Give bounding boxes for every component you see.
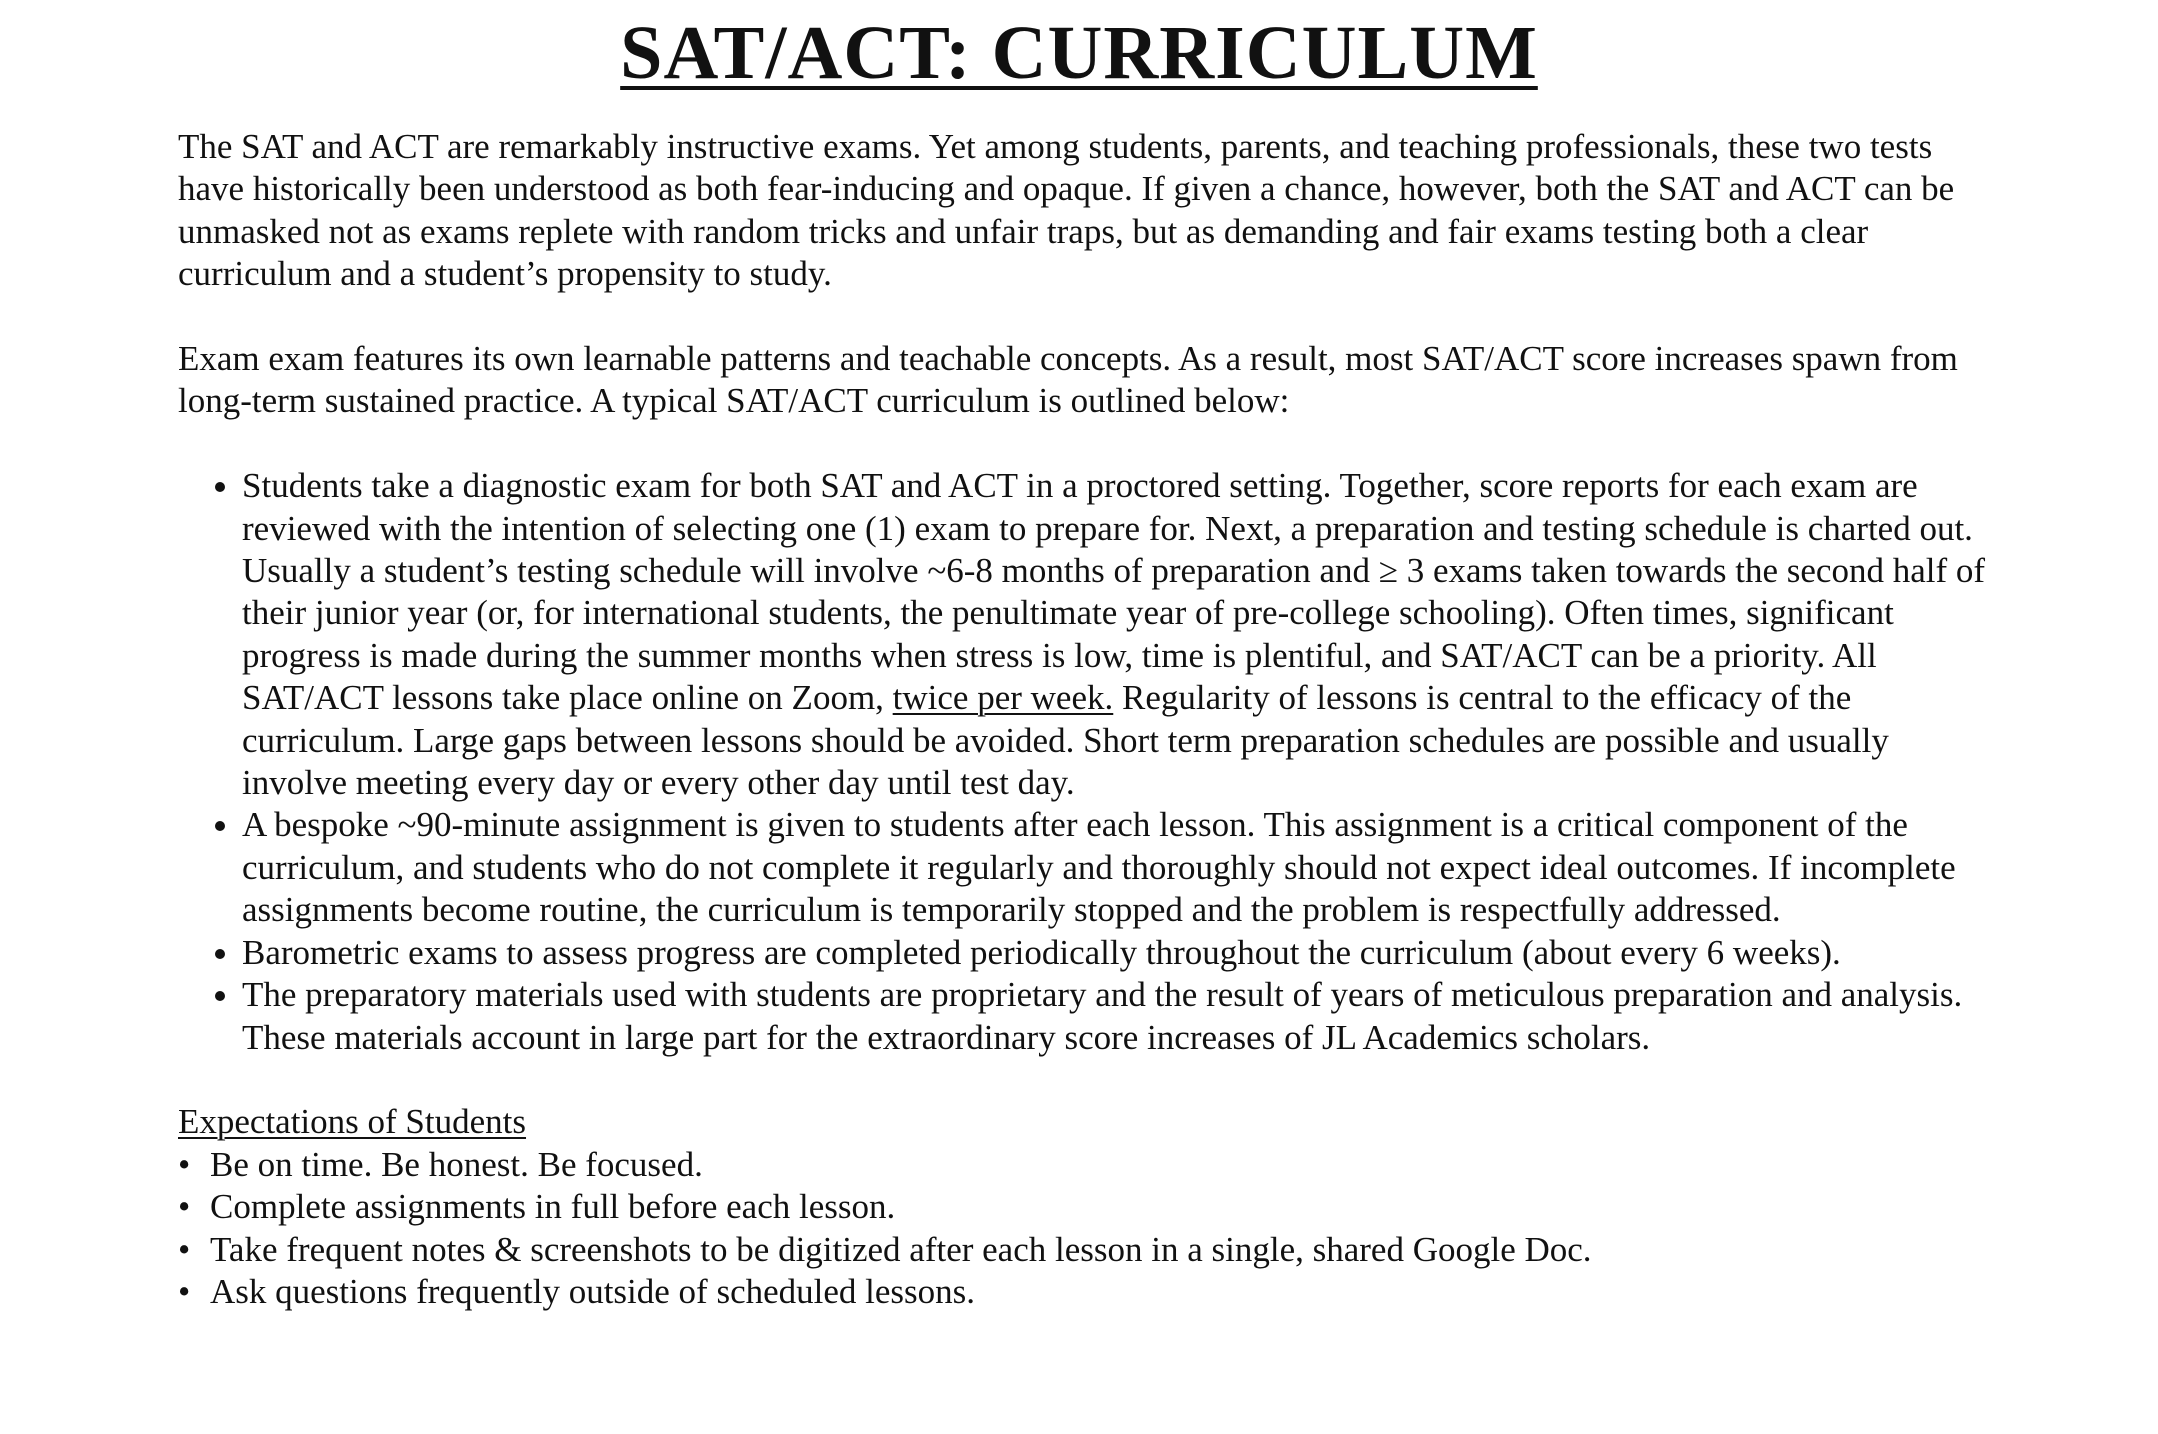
intro-paragraph: The SAT and ACT are remarkably instructive exams. Yet among students, parents, and teaching professionals, these two tests have historically been understood as both fear-inducing and opaque. If given a chance, however, both the SAT and ACT can be unmasked not as exams replete with random tricks and unfair traps, but as demanding and fair exams testing both a clear curriculum and a student’s propensity to study.	[178, 127, 1955, 294]
expectation-text: Complete assignments in full before each lesson.	[210, 1187, 896, 1227]
expectations-list	[178, 1144, 1993, 1314]
page-title: SAT/ACT: CURRICULUM	[620, 11, 1538, 95]
expectation-text: Take frequent notes & screenshots to be digitized after each lesson in a single, shared Google Doc.	[210, 1229, 1592, 1269]
expectations-heading: Expectations of Students	[178, 1102, 527, 1142]
curriculum-item-materials	[242, 974, 1993, 1059]
curriculum-item-diagnostic	[242, 465, 1993, 804]
curriculum-item-barometric-exams	[242, 932, 1993, 974]
bullet-icon: •	[178, 1271, 191, 1311]
curriculum-item-text: The preparatory materials used with students are proprietary and the result of years of meticulous preparation and analysis. These materials account in large part for the extraordinary score increases of JL Academics scholars.	[242, 975, 1963, 1057]
expectation-item	[178, 1144, 1993, 1186]
expectation-item	[178, 1186, 1993, 1228]
curriculum-item-text: Students take a diagnostic exam for both SAT and ACT in a proctored setting. Together, score reports for each exam are reviewed with the intention of selecting one (1) exam to prepare for. Next, a preparation and testing schedule is charted out. Usually a student’s testing schedule will involve ~6-8 months of preparation and ≥ 3 exams taken towards the second half of their junior year (or, for international students, the penultimate year of pre-college schooling). Often times, significant progress is made during the summer months when stress is low, time is plentiful, and SAT/ACT can be a priority. All SAT/ACT lessons take place online on Zoom,	[242, 466, 1986, 718]
bullet-icon: •	[178, 1229, 191, 1269]
bullet-icon: •	[178, 1187, 191, 1227]
expectation-text: Ask questions frequently outside of scheduled lessons.	[210, 1271, 976, 1311]
curriculum-item-text: Barometric exams to assess progress are completed periodically throughout the curriculum (about every 6 weeks).	[242, 932, 1841, 972]
curriculum-item-assignment	[242, 804, 1993, 931]
curriculum-item-text: A bespoke ~90-minute assignment is given to students after each lesson. This assignment is a critical component of the curriculum, and students who do not complete it regularly and thoroughly should not expect ideal outcomes. If incomplete assignments become routine, the curriculum is temporarily stopped and the problem is respectfully addressed.	[242, 805, 1956, 930]
expectation-item	[178, 1229, 1993, 1271]
bullet-icon: •	[178, 1144, 191, 1184]
document-body	[178, 126, 1993, 1313]
expectation-text: Be on time. Be honest. Be focused.	[210, 1144, 703, 1184]
expectation-item	[178, 1271, 1993, 1313]
overview-paragraph: Exam exam features its own learnable patterns and teachable concepts. As a result, most SAT/ACT score increases spawn from long-term sustained practice. A typical SAT/ACT curriculum is outlined below:	[178, 339, 1958, 421]
curriculum-list	[178, 465, 1993, 1059]
lesson-frequency-emphasis: twice per week.	[892, 678, 1114, 718]
curriculum-item-text: Regularity of lessons is central to the efficacy of the curriculum. Large gaps between lessons should be avoided. Short term preparation schedules are possible and usually involve meeting every day or every other day until test day.	[242, 678, 1889, 803]
